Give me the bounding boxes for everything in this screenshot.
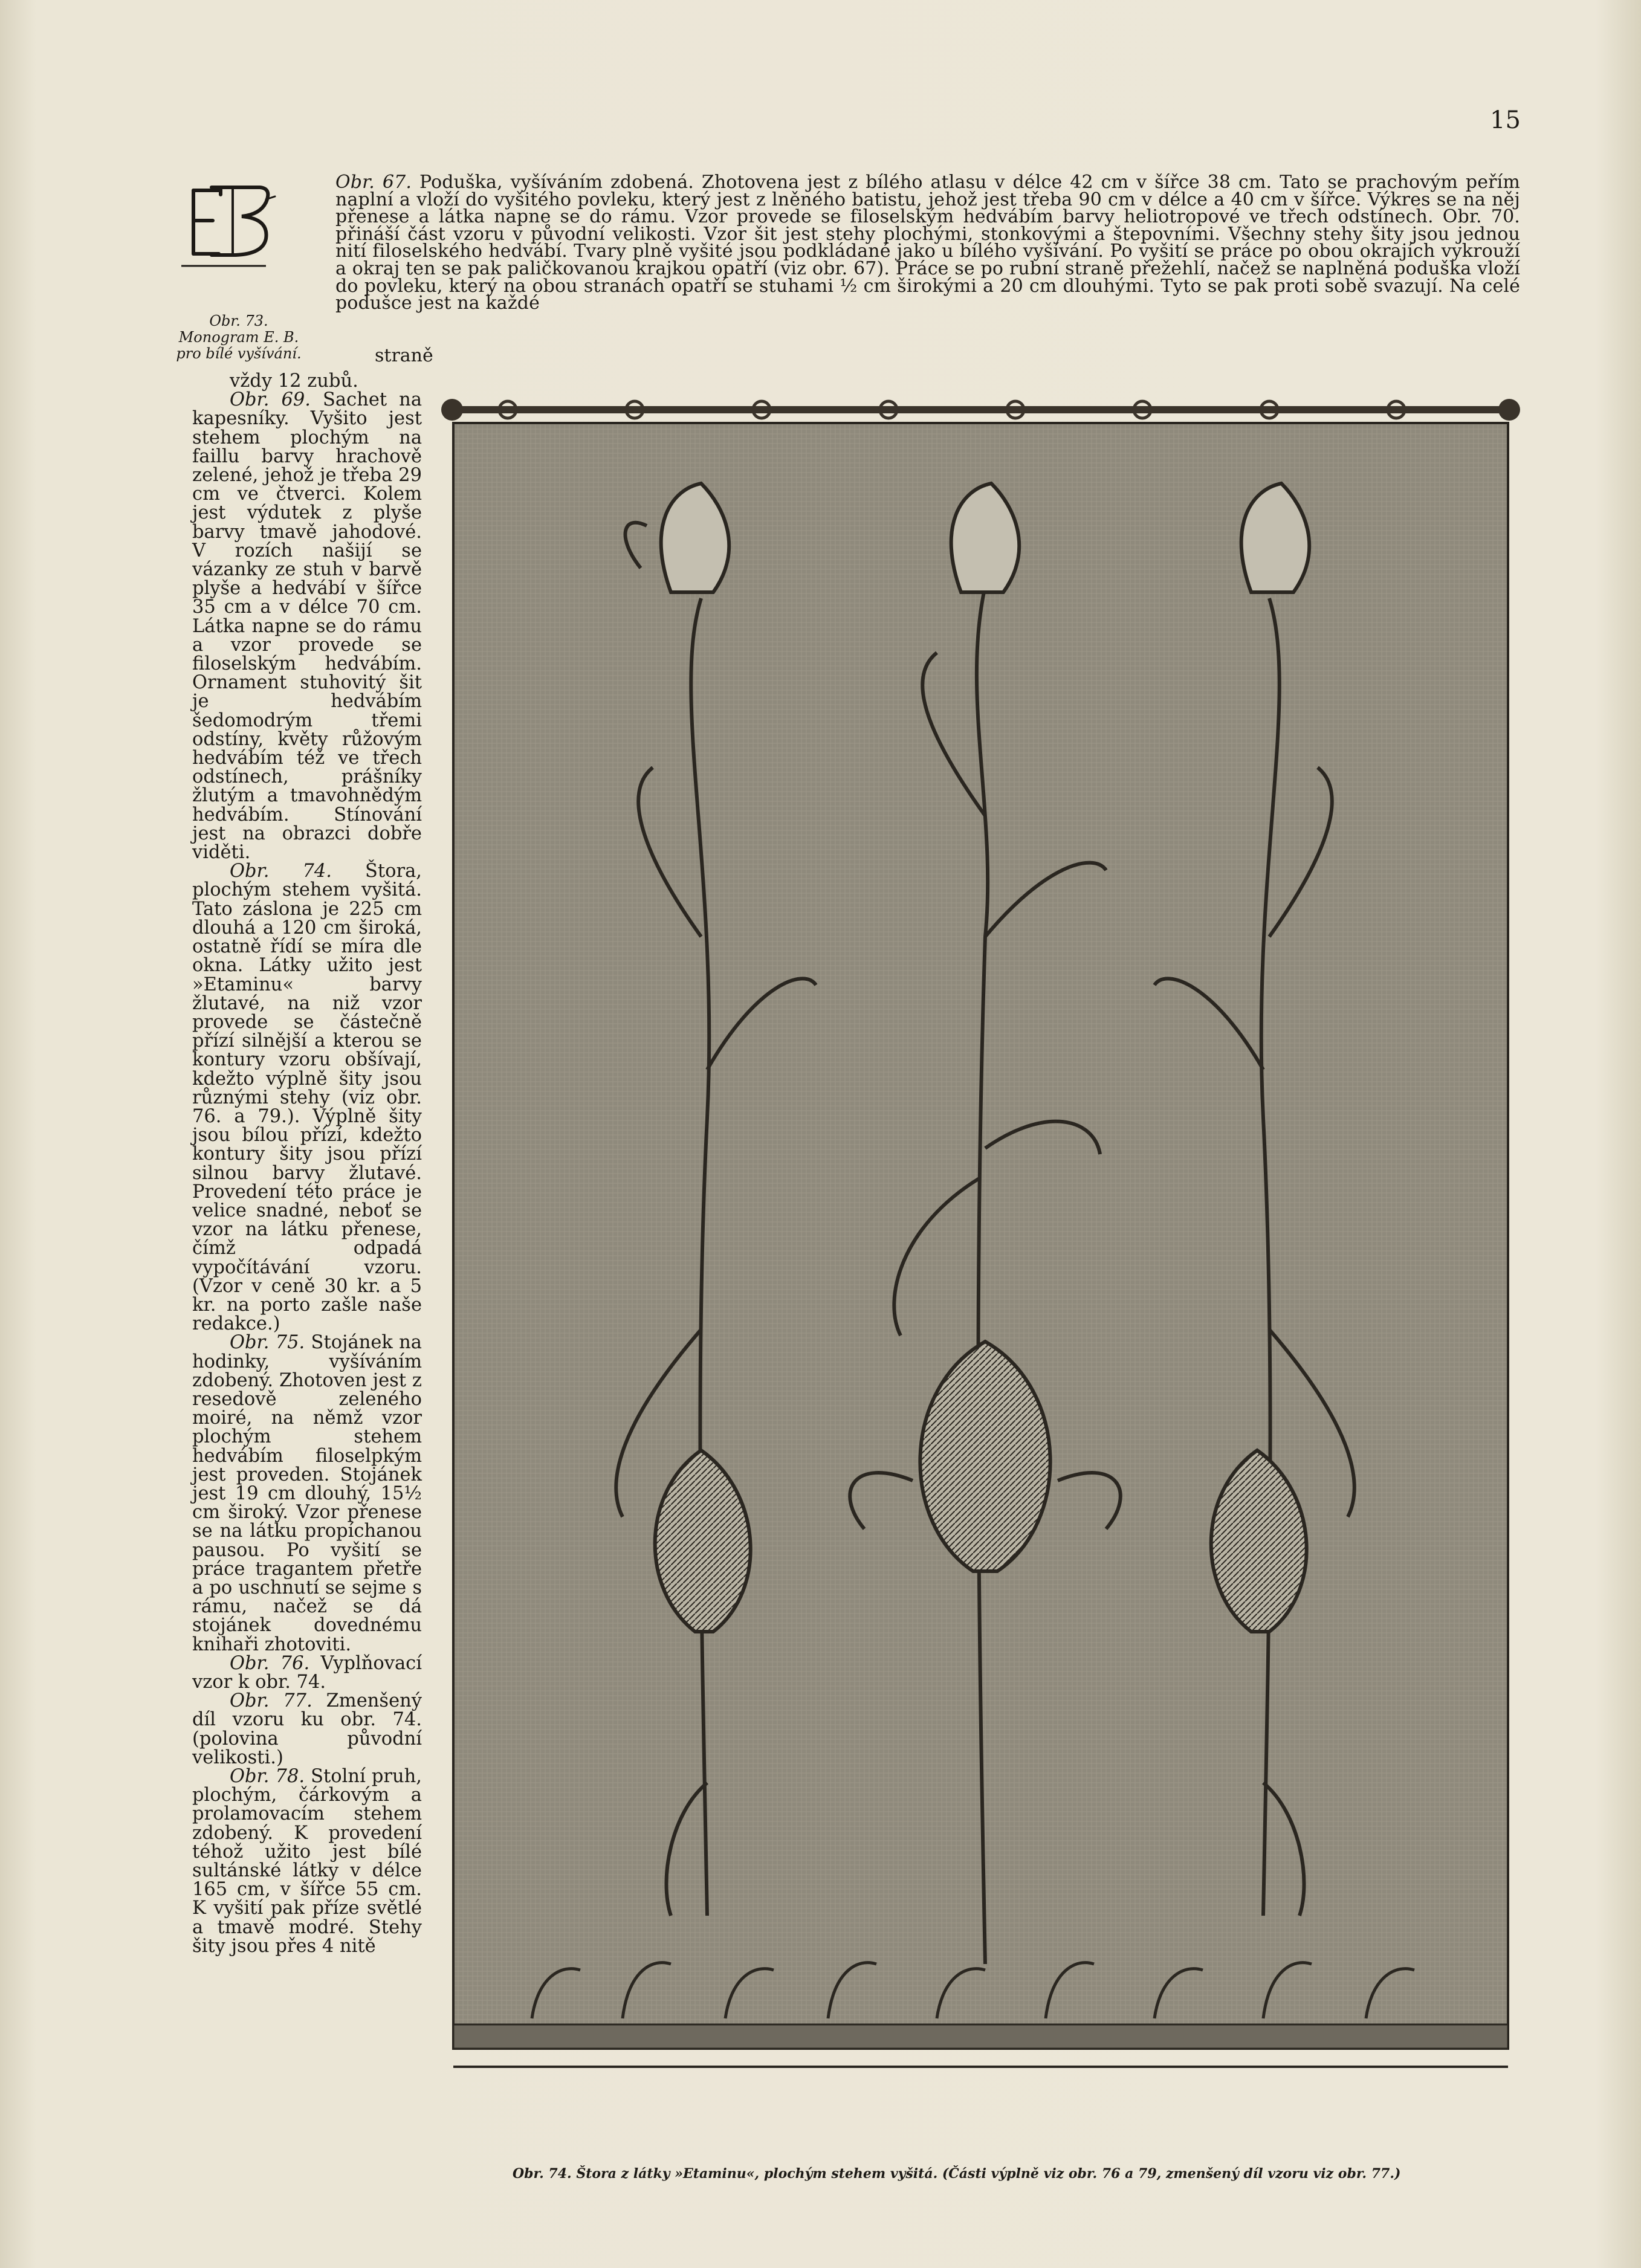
article-obr76 [192, 1654, 422, 1691]
obr76-lead: Obr. 76. [230, 1652, 310, 1674]
page-number: 15 [1490, 106, 1521, 134]
article-obr78 [192, 1767, 422, 1956]
curtain-embroidery-illustration [441, 393, 1520, 2133]
obr74-text: Štora, plochým stehem vyšitá. Tato záslona je 225 cm dlouhá a 120 cm široká, ostatně řídí se míra dle okna. Látky užito jest »Etaminu« barvy žlutavé, na niž vzor provede se částečně přízí silnější a kterou se kontury vzoru obšívají, kdežto výplně šity jsou různými stehy (viz obr. 76. a 79.). Výplně šity jsou bílou přízí, kdežto kontury šity jsou přízí silnou barvy žlutavé. Provedení této práce je velice snadné, neboť se vzor na látku přenese, čímž odpadá vypočítávání vzoru. (Vzor v ceně 30 kr. a 5 kr. na porto zašle naše redakce.) [192, 861, 422, 1335]
article-obr75 [192, 1333, 422, 1653]
monogram-eb-image [175, 181, 278, 272]
obr75-text: Stojánek na hodinky, vyšíváním zdobený. Zhotoven jest z resedově zeleného moiré, na němž vzor plochým stehem hedvábím filoselpkým jest proveden. Stojánek jest 19 cm dlouhý, 15½ cm široký. Vzor přenese se na látku propíchanou pausou. Po vyšití se práce tragantem přetře a po uschnutí se sejme s rámu, načež se dá stojánek dovednému knihaři zhotoviti. [192, 1332, 422, 1655]
curtain-rod [441, 399, 1520, 421]
obr67-text: Poduška, vyšíváním zdobená. Zhotovena jest z bílého atlasu v délce 42 cm v šířce 38 cm. Tato se prachovým peřím naplní a vloží do vyšitého povleku, který jest z lněného batistu, jehož jest třeba 90 cm v délce a 40 cm v šířce. Výkres se na něj přenese a látka napne se do rámu. Vzor provede se filoselským hedvábím barvy heliotropové ve třech odstínech. Obr. 70. přináší část vzoru v původní velikosti. Vzor šit jest stehy plochými, stonkovými a štepovními. Všechny stehy šity jsou jednou nití filoselského hedvábí. Tvary plně vyšité jsou podkládané jako u bílého vyšívání. Po vyšití se práce po obou okrajích vykrouží a okraj ten se pak paličkovanou krajkou opatří (viz obr. 67). Práce se po rubní straně přežehlí, načež se naplněná poduška vloží do povleku, který na obou stranách opatří se stuhami ½ cm širokými a 20 cm dlouhými. Tyto se pak proti sobě svazují. Na celé podušce jest na každé [335, 172, 1520, 314]
figure-caption: Obr. 74. Štora z látky »Etaminu«, plochým stehem vyšitá. (Části výplně viz obr. 76 a 79, zmenšený díl vzoru viz obr. 77.) [513, 2166, 1401, 2182]
article-obr67 [335, 174, 1520, 312]
obr78-lead: Obr. 78. [230, 1766, 305, 1788]
obr67-continuation-word: straně [375, 345, 433, 366]
obr67-lead: Obr. 67. [335, 172, 412, 193]
article-obr69 [192, 390, 422, 862]
obr78-text: Stolní pruh, plochým, čárkovým a prolamovacím stehem zdobený. K provedení téhož užito jest bílé sultánské látky v délce 165 cm, v šířce 55 cm. K vyšití pak příze světlé a tmavě modré. Stehy šity jsou přes 4 nitě [192, 1766, 422, 1957]
monogram-caption: Obr. 73. Monogram E. B. pro bílé vyšívání. [176, 312, 302, 362]
article-obr77 [192, 1691, 422, 1767]
obr75-lead: Obr. 75. [230, 1332, 305, 1354]
obr76-text: Vyplňovací vzor k obr. 74. [192, 1652, 422, 1693]
article-obr74 [192, 862, 422, 1333]
obr67-end: vždy 12 zubů. [230, 370, 358, 392]
left-column [192, 372, 422, 1956]
obr69-text: Sachet na kapesníky. Vyšito jest stehem plochým na faillu barvy hrachově zelené, jehož je třeba 29 cm ve čtverci. Kolem jest výdutek z plyše barvy tmavě jahodové. V rozích našijí se vázanky ze stuh v barvě plyše a hedvábí v šířce 35 cm a v délce 70 cm. Látka napne se do rámu a vzor provede se filoselským hedvábím. Ornament stuhovitý šit je hedvábím šedomodrým třemi odstíny, květy růžovým hedvábím též ve třech odstínech, prášníky žlutým a tmavohnědým hedvábím. Stínování jest na obrazci dobře viděti. [192, 389, 422, 864]
obr77-text: Zmenšený díl vzoru ku obr. 74. (polovina původní velikosti.) [192, 1690, 422, 1768]
obr74-lead: Obr. 74. [230, 861, 332, 882]
obr69-lead: Obr. 69. [230, 389, 311, 411]
obr77-lead: Obr. 77. [230, 1690, 312, 1712]
